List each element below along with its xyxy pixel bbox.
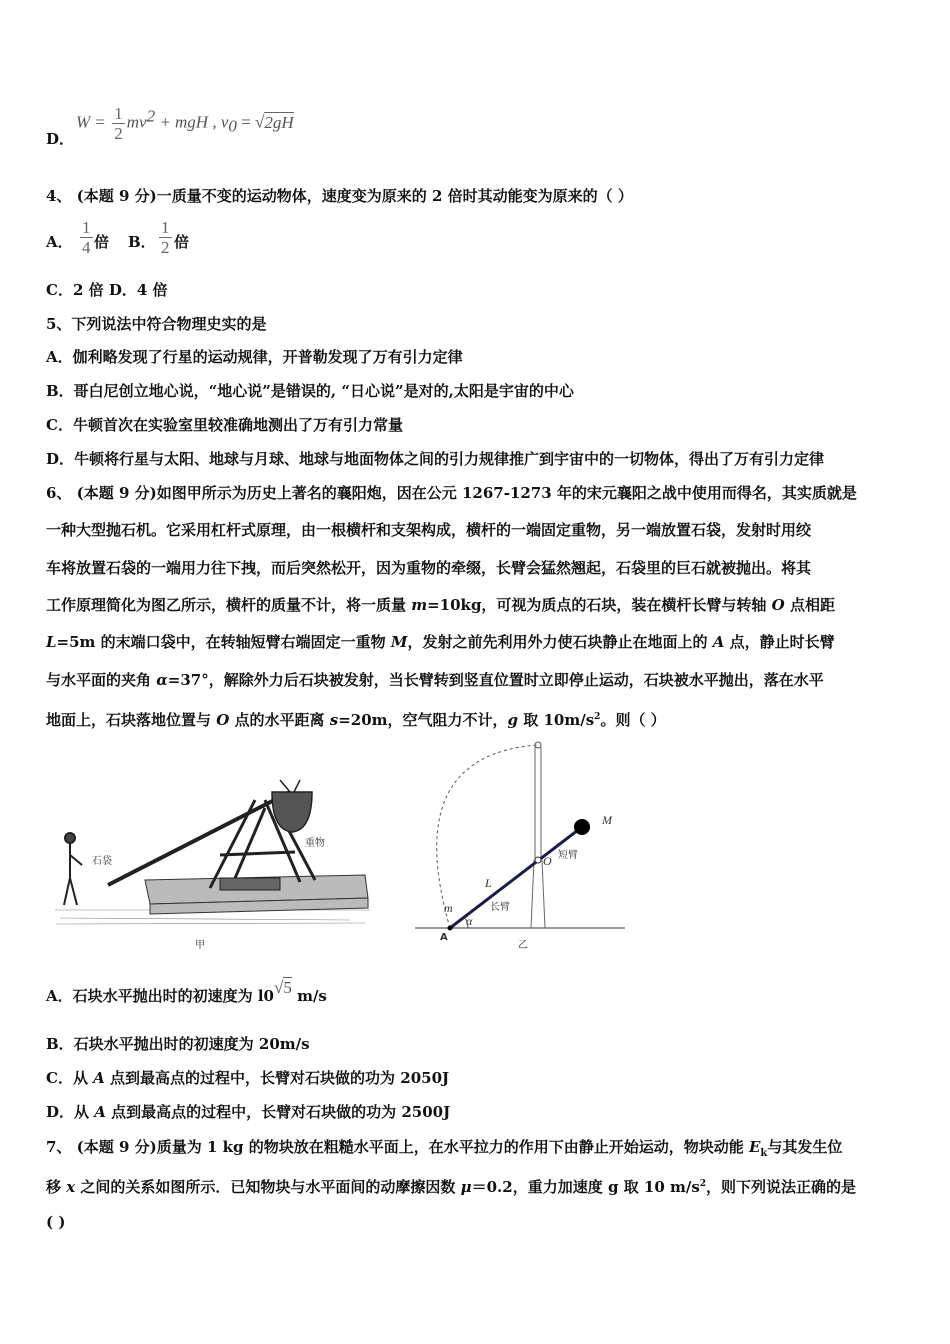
text: 点的水平距离 [229,711,330,729]
q4-a-unit: 倍 [94,233,110,251]
text: 工作原理简化为图乙所示，横杆的质量不计，将一质量 [46,596,412,614]
text: ，则下列说法正确的是 [706,1178,857,1196]
q6-line-6 [46,670,824,690]
text: =5m 的末端口袋中，在转轴短臂右端固定一重物 [56,633,391,651]
frac-num: 1 [161,218,170,237]
text: 点，静止时长臂 [724,633,835,651]
frac-den: 2 [114,124,123,143]
q6-option-c [46,1068,449,1088]
frac-den: 2 [161,238,170,257]
text: C．从 [46,1069,94,1087]
text: 移 [46,1178,67,1196]
q6-option-d [46,1102,450,1122]
text: 7、 (本题 9 分)质量为 1 kg 的物块放在粗糙水平面上，在水平拉力的作用下由静止开始运动，物块动能 [46,1138,749,1156]
text: 。则（ ） [600,711,666,729]
label-M: M [602,813,612,827]
fraction-half [112,104,125,143]
text: ＝0.2，重力加速度 g 取 10 m/s [471,1178,700,1196]
label-long-arm: 长臂 [490,902,510,913]
text: =37°，解除外力后石块被发射，当长臂转到竖直位置时立即停止运动，石块被水平抛出，落在水平 [167,671,824,689]
label-weight: 重物 [305,838,325,849]
var-x: x [66,1178,76,1196]
text: 之间的关系如图所示．已知物块与水平面间的动摩擦因数 [75,1178,461,1196]
var-A: A [93,1069,105,1087]
var-A: A [94,1103,106,1121]
q4-a-fraction [80,218,93,257]
q7-line-2 [46,1174,856,1197]
weight-M [574,819,590,835]
text: 取 10m/s [518,711,595,729]
label-alpha: α [466,914,473,928]
subscript: k [760,1148,768,1159]
formula-mgh: + mgH , v [155,112,229,132]
q6-line-2: 一种大型抛石机。它采用杠杆式原理，由一根横杆和支架构成，横杆的一端固定重物，另一端放置石袋，发射时用绞 [46,521,812,539]
q5-option-b: B．哥白尼创立地心说，“地心说”是错误的, “日心说”是对的,太阳是宇宙的中心 [46,382,574,400]
formula-eq: = [95,112,105,132]
text: =20m，空气阻力不计， [338,711,508,729]
option-label: D． [46,130,75,148]
q5-option-a: A．伽利略发现了行星的运动规律，开普勒发现了万有引力定律 [46,348,463,366]
var-g: g [507,711,519,729]
counterweight-basket [272,780,312,832]
frac-num: 1 [82,218,91,237]
var-m: m [411,596,428,614]
q4-b-unit: 倍 [174,233,190,251]
q6-line-4 [46,595,835,615]
formula-mv: mv [126,112,147,132]
sqrt-sign: √ [254,112,265,132]
text: =10kg，可视为质点的石块，装在横杆长臂与转轴 [427,596,772,614]
var-mu: μ [460,1178,472,1196]
throwing-arm [108,792,290,885]
label-short-arm: 短臂 [558,850,578,861]
var-A: A [712,633,725,651]
text: ，发射之前先利用外力使石块静止在地面上的 [407,633,713,651]
q4-options-cd: C．2 倍 D．4 倍 [46,281,168,299]
sqrt-content: 2gH [264,112,294,132]
unit: m/s [291,987,327,1005]
text: 点相距 [784,596,835,614]
q7-line-1 [46,1137,842,1164]
text: 点到最高点的过程中，长臂对石块做的功为 2500J [105,1103,451,1121]
q5-option-c: C．牛顿首次在实验室里较准确地测出了万有引力常量 [46,416,403,434]
q5-option-d: D．牛顿将行星与太阳、地球与月球、地球与地面物体之间的引力规律推广到宇宙中的一切物体，得出了万有引力定律 [46,450,825,468]
frac-den: 4 [82,238,91,257]
formula-W: W [76,112,91,132]
label-L: L [485,876,492,890]
label-stonebag: 石袋 [92,856,112,867]
var-O: O [216,711,230,729]
text: D．从 [46,1103,95,1121]
caption-yi: 乙 [518,940,528,951]
q4-b-label: B． [128,233,156,251]
text: 与水平面的夹角 [46,671,157,689]
q4-b-fraction [159,218,172,257]
formula-eq2: = [236,112,255,132]
q6-option-a [46,978,327,1006]
q6-line-5 [46,632,835,652]
var-E: E [748,1138,761,1156]
formula-sup: 2 [146,106,156,126]
q6-line-3: 车将放置石袋的一端用力往下拽，而后突然松开，因为重物的牵缀，长臂会猛然翘起，石袋里的巨石就被抛出。将其 [46,559,812,577]
q6-option-b: B．石块水平抛出时的初速度为 20m/s [46,1035,310,1053]
point-A [448,926,453,931]
var-s: s [329,711,339,729]
q6-line-7 [46,707,666,730]
pivot-O [535,857,541,863]
var-O: O [771,596,785,614]
superscript: 2 [699,1179,707,1189]
text: 点到最高点的过程中，长臂对石块做的功为 2050J [104,1069,450,1087]
sqrt-sign: √ [274,978,284,997]
text: 与其发生位 [767,1138,843,1156]
lever-schematic [410,735,640,955]
formula-sub: 0 [228,116,237,136]
operator-figure [64,833,82,905]
sqrt-content: 5 [283,978,292,997]
var-L: L [46,633,57,651]
frac-num: 1 [114,104,123,123]
q6-line-1: 6、 (本题 9 分)如图甲所示为历史上著名的襄阳炮，因在公元 1267-1273 年的宋元襄阳之战中使用而得名，其实质就是 [46,484,857,502]
windlass [220,878,280,890]
text: 地面上，石块落地位置与 [46,711,217,729]
var-alpha: α [156,671,168,689]
caption-jia: 甲 [195,940,205,951]
lever-arm [450,827,582,928]
superscript: 2 [594,712,601,722]
label-A: A [440,932,448,943]
var-M: M [390,633,408,651]
text: A．石块水平抛出时的初速度为 l0 [46,987,274,1005]
label-m: m [444,901,453,915]
q4-a-label: A． [46,233,73,251]
label-O: O [543,854,552,868]
trebuchet-illustration [50,760,375,960]
q4-stem: 4、 (本题 9 分)一质量不变的运动物体，速度变为原来的 2 倍时其动能变为原来的（ ） [46,187,633,205]
q7-line-3: ( ) [46,1213,66,1231]
support-post [531,747,545,928]
q5-stem: 5、下列说法中符合物理史实的是 [46,315,267,333]
formula [76,104,294,143]
